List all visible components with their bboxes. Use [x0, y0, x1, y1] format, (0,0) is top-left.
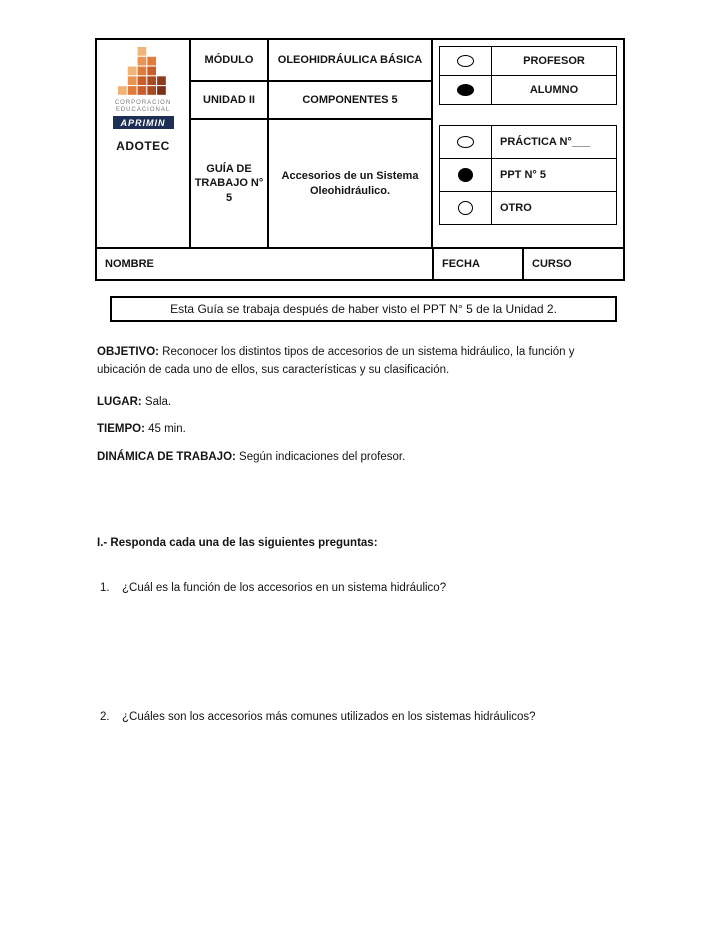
logo-org-line2: EDUCACIONAL	[115, 107, 171, 114]
module-grid	[191, 40, 431, 247]
header-table	[95, 38, 625, 281]
profesor-label: PROFESOR	[492, 47, 617, 76]
section-title: I.- Responda cada una de las siguientes preguntas:	[97, 537, 378, 549]
modulo-label: MÓDULO	[191, 40, 269, 82]
profesor-checkbox[interactable]	[457, 55, 474, 67]
unidad-value: COMPONENTES 5	[269, 82, 431, 120]
type-option-row	[440, 192, 617, 225]
practica-label: PRÁCTICA N°___	[492, 126, 617, 159]
tiempo-label: TIEMPO:	[97, 423, 145, 435]
objetivo-paragraph	[97, 344, 617, 380]
modulo-value: OLEOHIDRÁULICA BÁSICA	[269, 40, 431, 82]
objetivo-text: Reconocer los distintos tipos de accesorios de un sistema hidráulico, la función y ubicación de cada uno de ellos, sus características y su clasificación.	[97, 346, 575, 376]
question-number: 1.	[100, 582, 110, 594]
question-item	[100, 711, 620, 723]
otro-checkbox[interactable]	[458, 201, 473, 215]
question-number: 2.	[100, 711, 110, 723]
lugar-label: LUGAR:	[97, 396, 142, 408]
ppt-label: PPT N° 5	[492, 159, 617, 192]
otro-label: OTRO	[492, 192, 617, 225]
type-option-row	[440, 126, 617, 159]
tiempo-text: 45 min.	[144, 423, 186, 435]
logo-brand-bar: APRIMIN	[113, 116, 174, 129]
question-text: ¿Cuáles son los accesorios más comunes utilizados en los sistemas hidráulicos?	[122, 711, 536, 723]
alumno-label: ALUMNO	[492, 76, 617, 105]
alumno-checkbox[interactable]	[457, 84, 474, 96]
fecha-field: FECHA	[432, 249, 522, 279]
logo-cell	[97, 40, 191, 247]
aprimin-logo-icon	[117, 47, 169, 97]
practica-checkbox[interactable]	[457, 136, 474, 148]
institution-name: ADOTEC	[116, 139, 170, 154]
question-item	[100, 582, 620, 594]
question-text: ¿Cuál es la función de los accesorios en un sistema hidráulico?	[122, 582, 447, 594]
aprimin-logo	[113, 47, 174, 129]
note-box: Esta Guía se trabaja después de haber visto el PPT N° 5 de la Unidad 2.	[110, 296, 617, 322]
role-option-row	[440, 47, 617, 76]
lugar-text: Sala.	[141, 396, 172, 408]
type-option-row	[440, 159, 617, 192]
curso-field: CURSO	[522, 249, 623, 279]
type-options-table	[439, 125, 617, 225]
tiempo-paragraph	[97, 421, 617, 439]
header-table-main	[97, 40, 623, 247]
lugar-paragraph	[97, 394, 617, 412]
options-column	[431, 40, 623, 247]
nombre-field: NOMBRE	[105, 258, 154, 270]
dinamica-label: DINÁMICA DE TRABAJO:	[97, 451, 236, 463]
role-option-row	[440, 76, 617, 105]
ppt-checkbox[interactable]	[458, 168, 473, 182]
dinamica-text: Según indicaciones del profesor.	[235, 451, 406, 463]
guia-label: GUÍA DE TRABAJO N° 5	[191, 120, 269, 247]
logo-org-line1: CORPORACION	[114, 100, 172, 106]
guia-value: Accesorios de un Sistema Oleohidráulico.	[281, 170, 419, 197]
logo-org-name	[115, 100, 171, 114]
dinamica-paragraph	[97, 449, 617, 467]
header-footer-row	[97, 247, 623, 279]
role-options-table	[439, 46, 617, 105]
unidad-label: UNIDAD II	[191, 82, 269, 120]
objetivo-label: OBJETIVO:	[97, 346, 159, 358]
